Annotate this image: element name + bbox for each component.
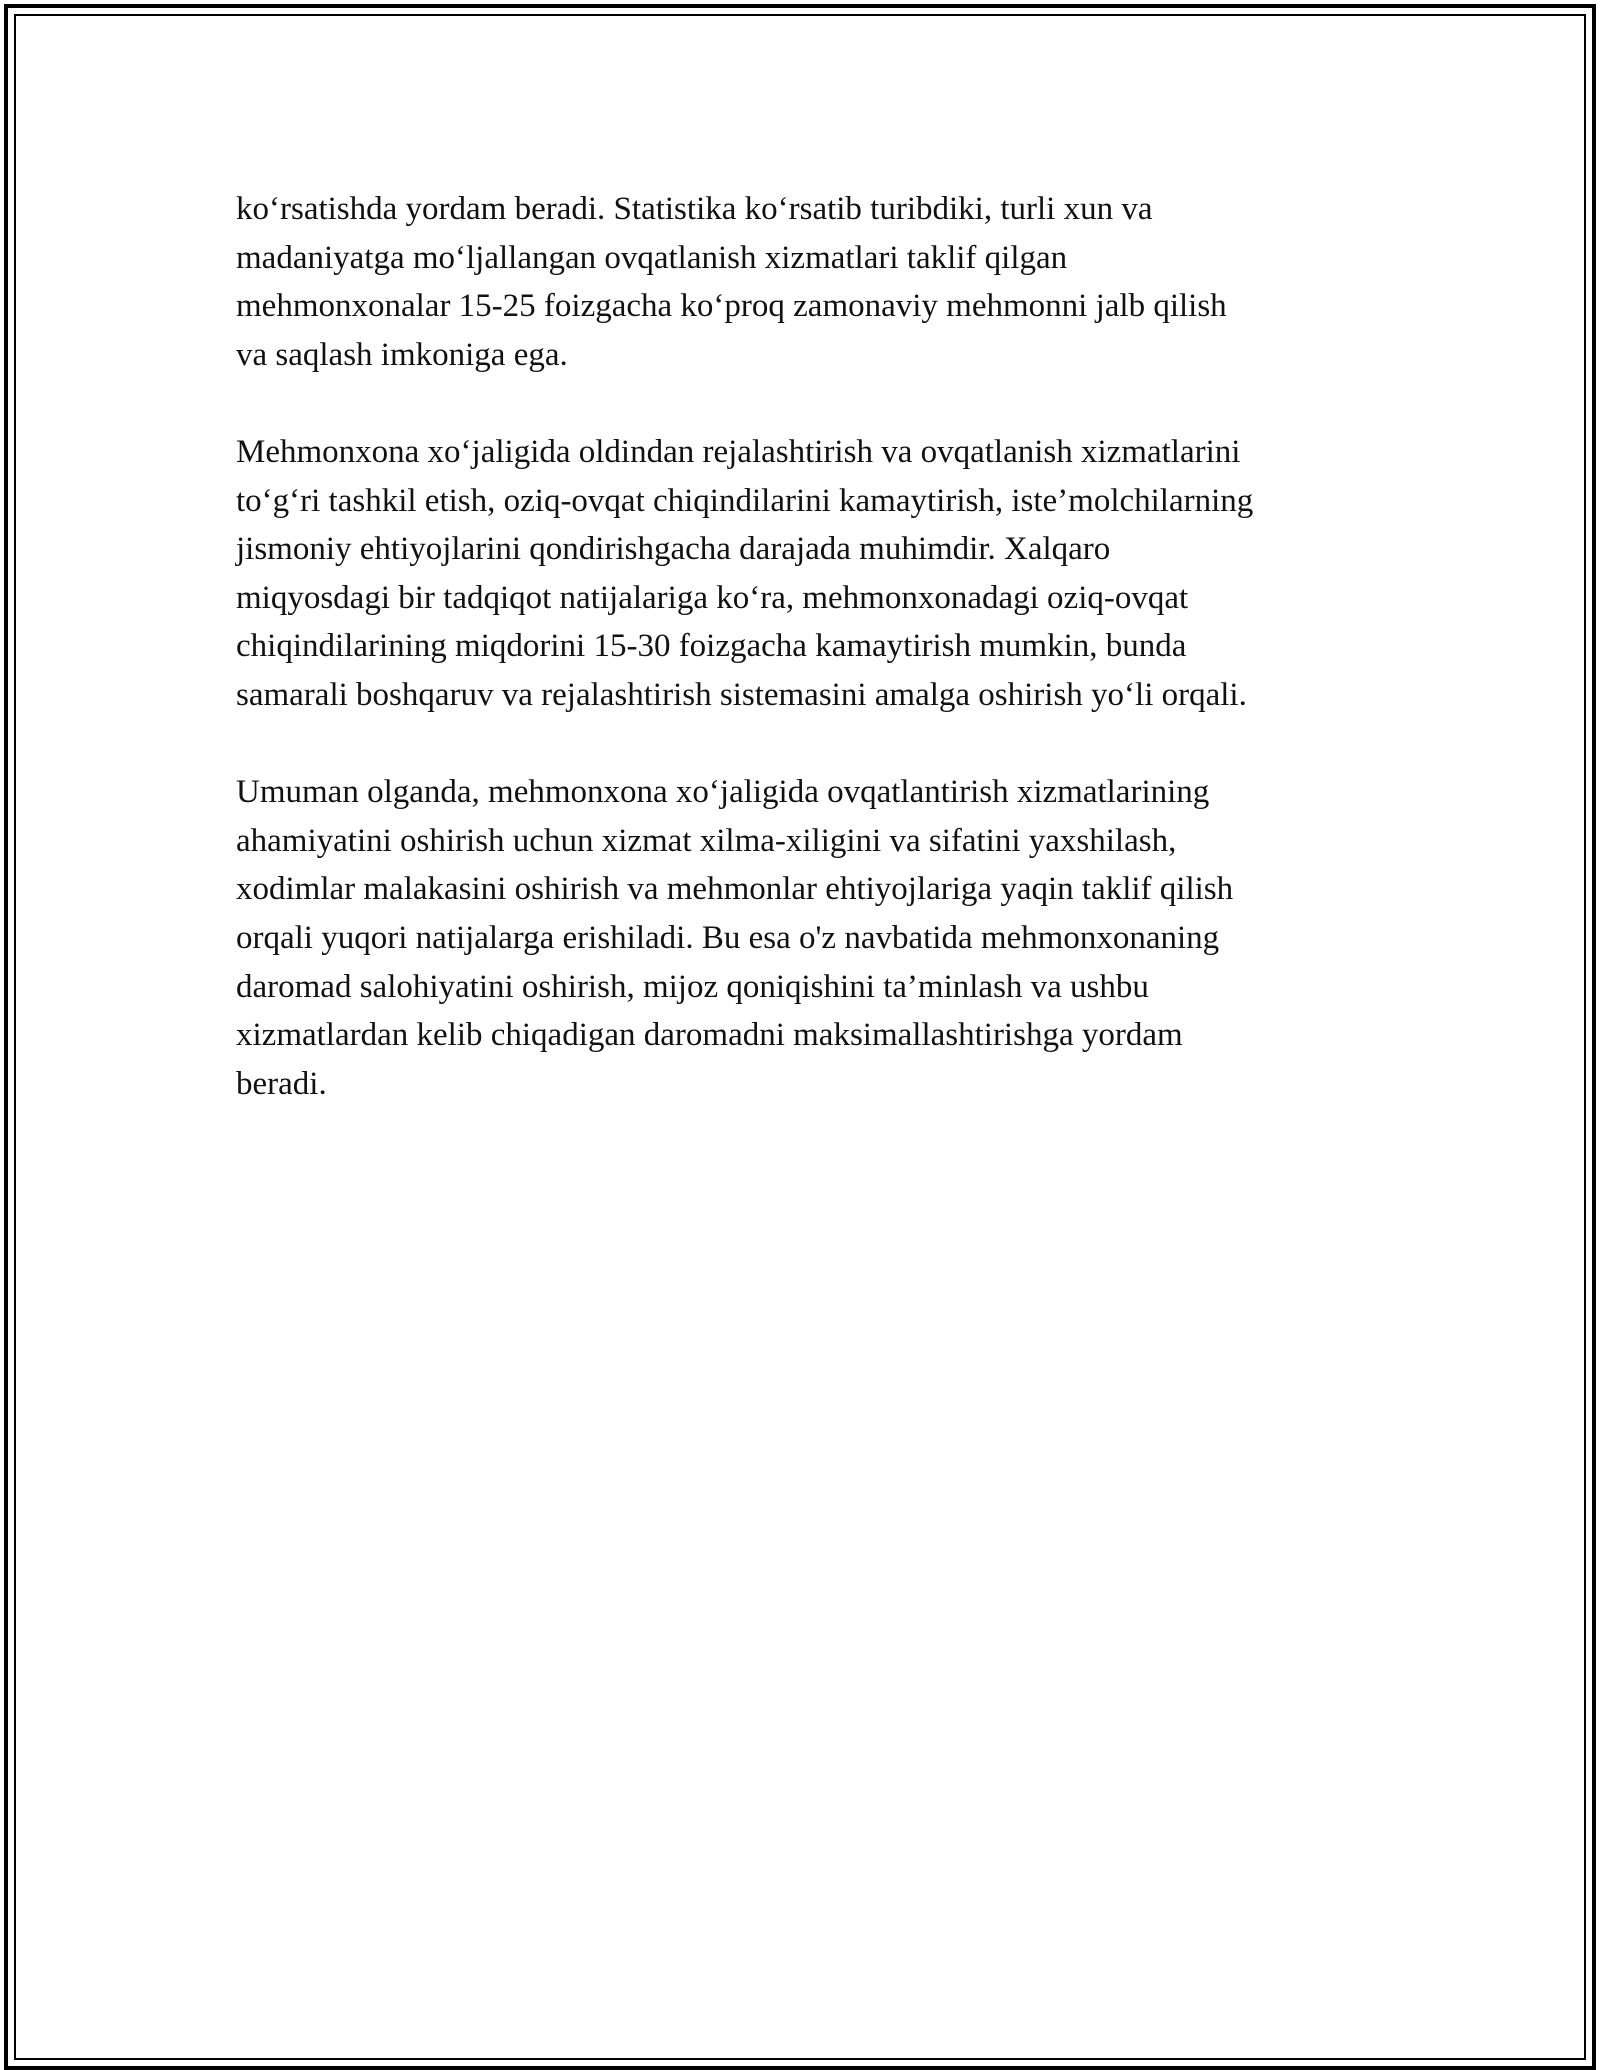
paragraph-1: ko‘rsatishda yordam beradi. Statistika ko‘rsatib turibdiki, turli xun va madaniyatga mo‘ljallangan ovqatlanish xizmatlari taklif qilgan mehmonxonalar 15-25 foizgacha ko‘proq zamonaviy mehmonni jalb qilish va saqlash imkoniga ega. bbox=[236, 191, 1227, 373]
paragraph-3: Umuman olganda, mehmonxona xo‘jaligida ovqatlantirish xizmatlarining ahamiyatini oshirish uchun xizmat xilma-xiligini va sifatini yaxshilash, xodimlar malakasini oshirish va mehmonlar ehtiyojlariga yaqin taklif qilish orqali yuqori natijalarga erishiladi. Bu esa o'z navbatida mehmonxonaning daromad salohiyatini oshirish, mijoz qoniqishini ta’minlash va ushbu xizmatlardan kelib chiqadigan daromadni maksimallashtirishga yordam beradi. bbox=[236, 774, 1234, 1102]
document-body bbox=[236, 185, 1376, 1157]
paragraph-2: Mehmonxona xo‘jaligida oldindan rejalashtirish va ovqatlanish xizmatlarini to‘g‘ri tashkil etish, oziq-ovqat chiqindilarini kamaytirish, iste’molchilarning jismoniy ehtiyojlarini qondirishgacha darajada muhimdir. Xalqaro miqyosdagi bir tadqiqot natijalariga ko‘ra, mehmonxonadagi oziq-ovqat chiqindilarining miqdorini 15-30 foizgacha kamaytirish mumkin, bunda samarali boshqaruv va rejalashtirish sistemasini amalga oshirish yo‘li orqali. bbox=[236, 433, 1254, 713]
